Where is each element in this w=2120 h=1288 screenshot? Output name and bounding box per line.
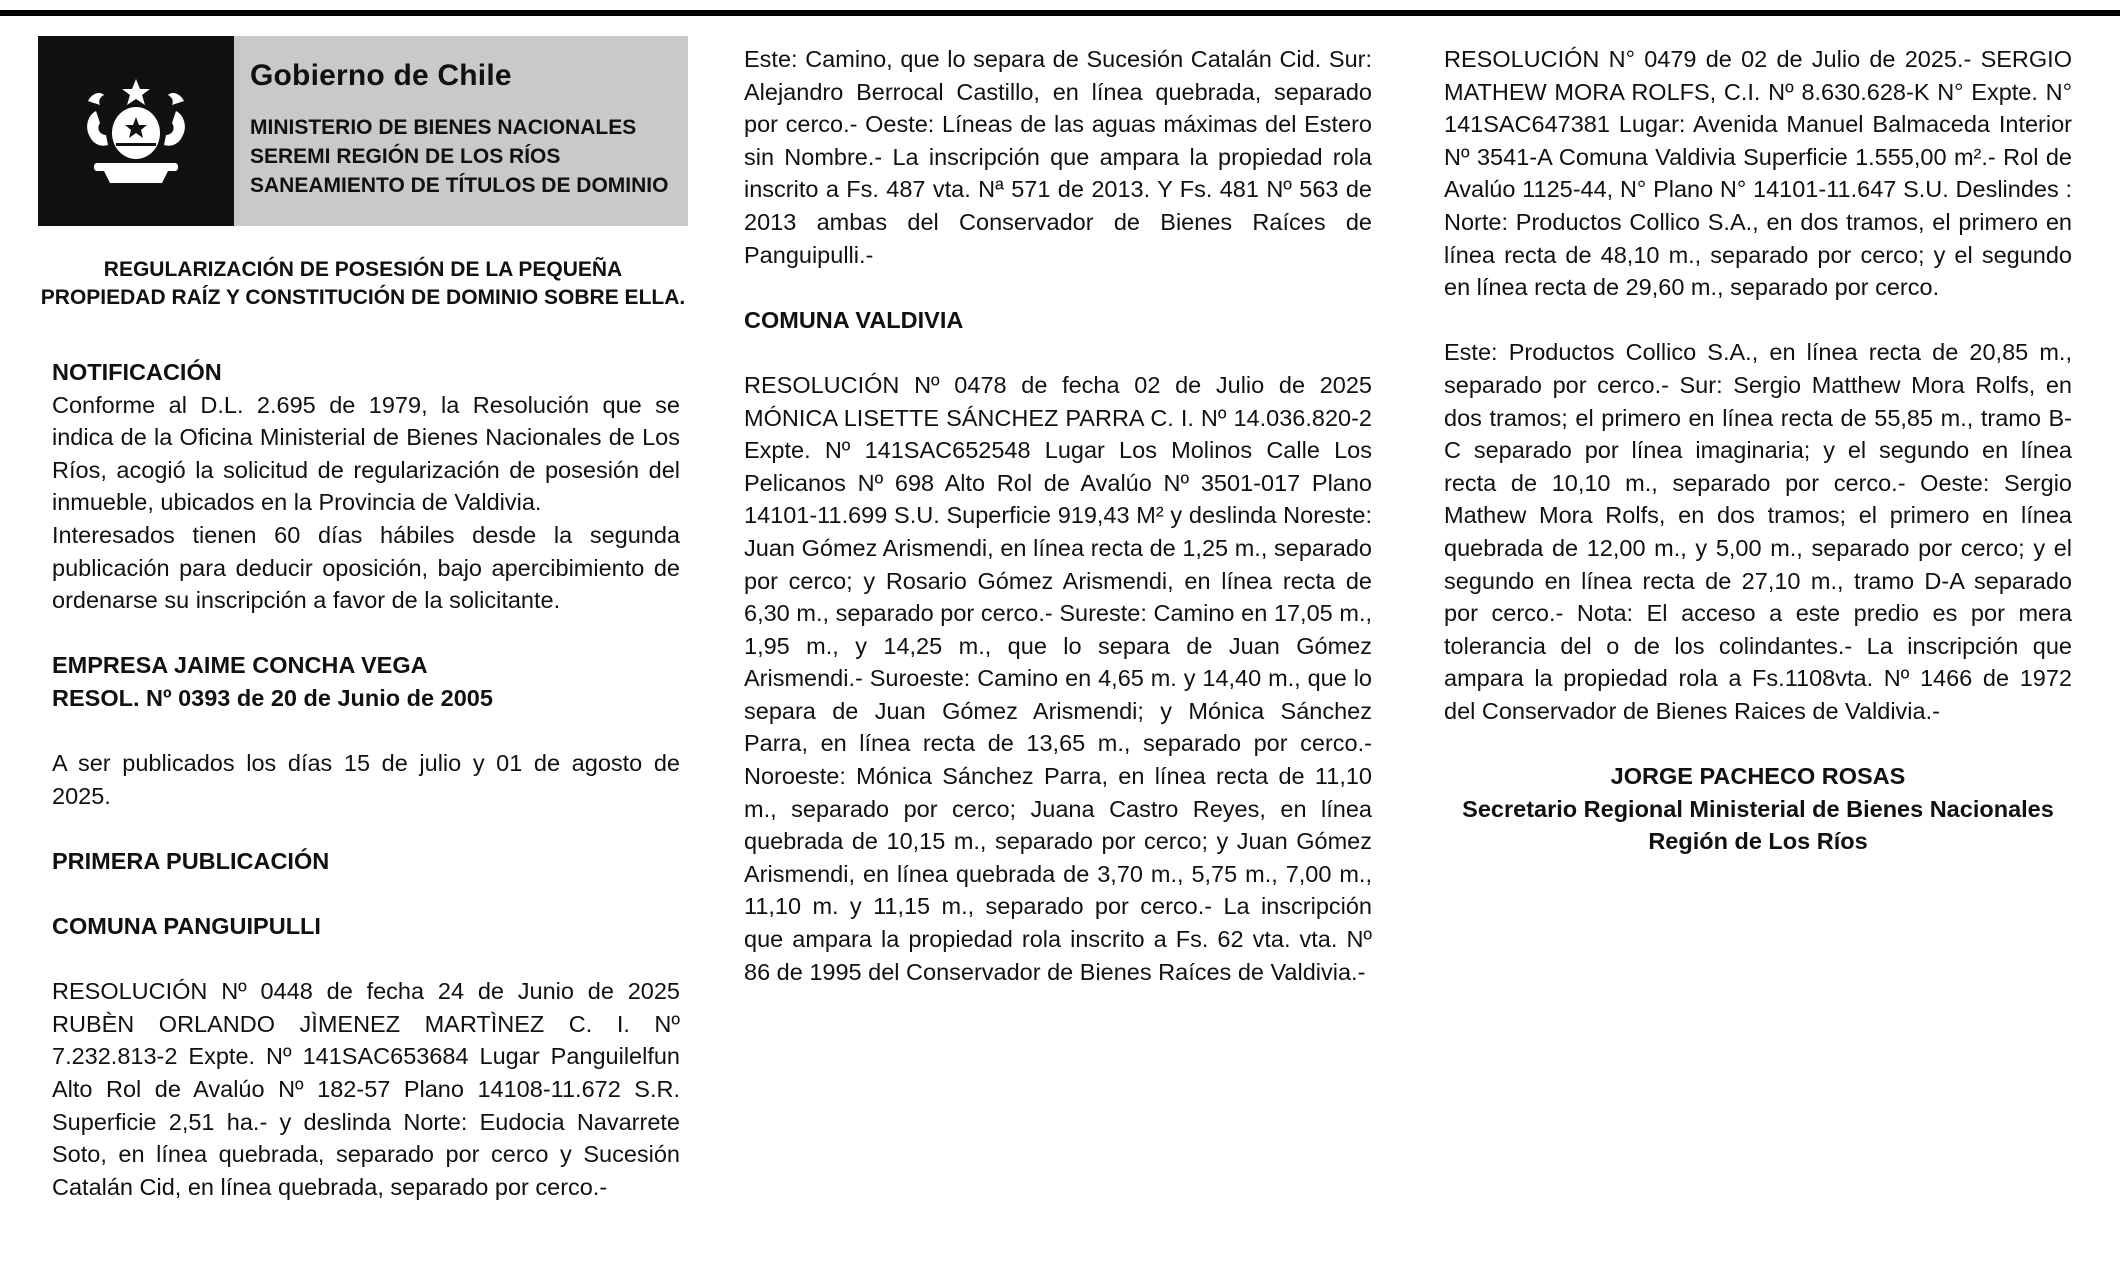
column-1 xyxy=(40,36,686,1203)
notificacion-heading: NOTIFICACIÓN xyxy=(52,359,222,385)
coat-of-arms-logo xyxy=(38,36,234,226)
seremi-line: SEREMI REGIÓN DE LOS RÍOS xyxy=(250,144,561,168)
government-title: Gobierno de Chile xyxy=(250,59,512,92)
primera-publicacion-heading: PRIMERA PUBLICACIÓN xyxy=(52,847,330,874)
signature-block xyxy=(1444,760,2072,858)
column-3 xyxy=(1444,43,2072,858)
header-text xyxy=(234,36,668,226)
column-2 xyxy=(744,43,1372,988)
signatory-name: JORGE PACHECO ROSAS xyxy=(1610,763,1906,790)
resolucion-0478-text: RESOLUCIÓN Nº 0478 de fecha 02 de Julio de 2025 MÓNICA LISETTE SÁNCHEZ PARRA C. I. Nº 14.036.820-2 Expte. Nº 141SAC652548 Lugar Los Molinos Calle Los Pelicanos Nº 698 Alto Rol de Avalúo Nº 3501-017 Plano 14101-11.699 S.U. Superficie 919,43 M² y deslinda Noreste: Juan Gómez Arismendi, en línea recta de 1,25 m., separado por cerco; y Rosario Gómez Arismendi, en línea recta de 6,30 m., separado por cerco.- Sureste: Camino en 17,05 m., 1,95 m., y 14,25 m., que lo separa de Juan Gómez Arismendi.- Suroeste: Camino en 4,65 m. y 14,40 m., que lo separa de Juan Gómez Arismendi; y Mónica Sánchez Parra, en línea recta de 13,65 m., separado por cerco.- Noroeste: Mónica Sánchez Parra, en línea recta de 11,10 m., separado por cerco; Juana Castro Reyes, en línea quebrada de 10,15 m., separado por cerco; y Juan Gómez Arismendi, en línea quebrada de 3,70 m., 5,75 m., 7,00 m., 11,10 m. y 11,15 m., separado por cerco.- La inscripción que ampara la propiedad rola inscrito a Fs. 62 vta. vta. Nº 86 de 1995 del Conservador de Bienes Raíces de Valdivia.- xyxy=(744,371,1372,985)
title-line-2: PROPIEDAD RAÍZ Y CONSTITUCIÓN DE DOMINIO SOBRE ELLA. xyxy=(40,286,686,309)
notificacion-paragraph-2: Interesados tienen 60 días hábiles desde la segunda publicación para deducir oposición, bajo apercibimiento de ordenarse su inscripción a favor de la solicitante. xyxy=(52,521,680,614)
comuna-panguipulli-heading: COMUNA PANGUIPULLI xyxy=(52,913,321,940)
government-header xyxy=(38,36,688,226)
signatory-region: Región de Los Ríos xyxy=(1648,828,1868,855)
publication-dates: A ser publicados los días 15 de julio y 01 de agosto de 2025. xyxy=(52,750,680,809)
comuna-valdivia-heading: COMUNA VALDIVIA xyxy=(744,306,964,333)
notificacion-paragraph-1: Conforme al D.L. 2.695 de 1979, la Resolución que se indica de la Oficina Ministerial de Bienes Nacionales de Los Ríos, acogió la solicitud de regularización de posesión del inmueble, ubicados en la Provincia de Valdivia. xyxy=(52,391,680,516)
resolucion-0448-continuation: Este: Camino, que lo separa de Sucesión Catalán Cid. Sur: Alejandro Berrocal Castillo, en línea quebrada, separado por cerco.- Oeste: Líneas de las aguas máximas del Estero sin Nombre.- La inscripción que ampara la propiedad rola inscrito a Fs. 487 vta. Nª 571 de 2013. Y Fs. 481 Nº 563 de 2013 ambas del Conservador de Bienes Raíces de Panguipulli.- xyxy=(744,46,1372,268)
document-title xyxy=(38,256,688,312)
empresa-resolution: RESOL. Nº 0393 de 20 de Junio de 2005 xyxy=(52,684,493,711)
signatory-role: Secretario Regional Ministerial de Bienes Nacionales xyxy=(1462,795,2054,822)
title-line-1: REGULARIZACIÓN DE POSESIÓN DE LA PEQUEÑA xyxy=(103,258,623,281)
empresa-name: EMPRESA JAIME CONCHA VEGA xyxy=(52,652,428,679)
department-line: SANEAMIENTO DE TÍTULOS DE DOMINIO xyxy=(250,173,669,197)
resolucion-0448-text: RESOLUCIÓN Nº 0448 de fecha 24 de Junio de 2025 RUBÈN ORLANDO JÌMENEZ MARTÌNEZ C. I. Nº 7.232.813-2 Expte. Nº 141SAC653684 Lugar Panguilelfun Alto Rol de Avalúo Nº 182-57 Plano 14108-11.672 S.R. Superficie 2,51 ha.- y deslinda Norte: Eudocia Navarrete Soto, en línea quebrada, separado por cerco y Sucesión Catalán Cid, en línea quebrada, separado por cerco.- xyxy=(52,978,680,1200)
resolucion-0479-part-1: RESOLUCIÓN N° 0479 de 02 de Julio de 2025.- SERGIO MATHEW MORA ROLFS, C.I. Nº 8.630.628-K N° Expte. N° 141SAC647381 Lugar: Avenida Manuel Balmaceda Interior Nº 3541-A Comuna Valdivia Superficie 1.555,00 m².- Rol de Avalúo 1125-44, N° Plano N° 14101-11.647 S.U. Deslindes : Norte: Productos Collico S.A., en dos tramos, el primero en línea recta de 48,10 m., separado por cerco; y el segundo en línea recta de 29,60 m., separado por cerco. xyxy=(1444,46,2072,301)
ministry-line: MINISTERIO DE BIENES NACIONALES xyxy=(250,115,637,139)
resolucion-0479-part-2: Este: Productos Collico S.A., en línea recta de 20,85 m., separado por cerco.- Sur: Sergio Matthew Mora Rolfs, en dos tramos; el primero en línea recta de 55,85 m., tramo B-C separado por línea imaginaria; y el segundo en línea recta de 10,10 m., separado por cerco.- Oeste: Sergio Mathew Mora Rolfs, en dos tramos; el primero en línea quebrada de 12,00 m., y 5,00 m., separado por cerco; y el segundo en línea recta de 27,10 m., tramo D-A separado por cerco.- Nota: El acceso a este predio es por mera tolerancia del o de los colindantes.- La inscripción que ampara la propiedad rola a Fs.1108vta. Nº 1466 de 1972 del Conservador de Bienes Raices de Valdivia.- xyxy=(1444,339,2072,724)
chile-coat-of-arms-icon xyxy=(66,71,206,191)
